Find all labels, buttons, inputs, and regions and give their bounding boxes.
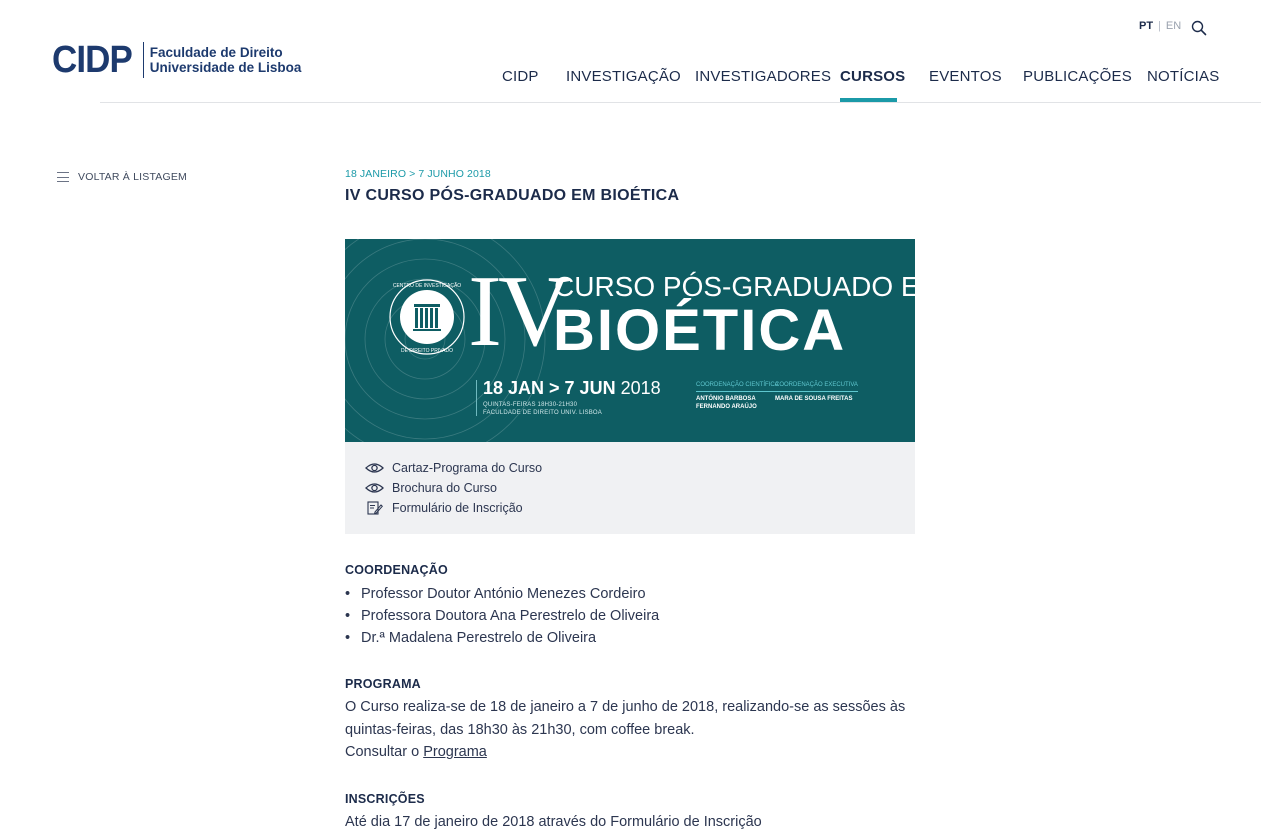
list-icon	[57, 172, 69, 182]
banner-coord-sci-val-1: ANTÓNIO BARBOSA	[696, 396, 756, 402]
site-header	[0, 0, 1261, 103]
course-header	[345, 168, 925, 205]
header-divider	[100, 102, 1261, 103]
inscricoes-text: Até dia 17 de janeiro de 2018 através do Formulário de Inscrição	[345, 814, 762, 830]
banner-coord-sci-label: COORDENAÇÃO CIENTÍFICA	[696, 381, 779, 392]
banner-divider	[476, 380, 477, 416]
section-programa	[345, 677, 925, 764]
site-logo[interactable]	[52, 40, 301, 80]
language-switcher	[1139, 20, 1181, 32]
back-to-list-label: VOLTAR À LISTAGEM	[78, 171, 188, 183]
doc-link-label: Formulário de Inscrição	[392, 501, 523, 515]
back-to-list-link[interactable]	[57, 171, 187, 183]
doc-link-brochura[interactable]	[365, 478, 915, 498]
logo-line-2: Universidade de Lisboa	[149, 60, 302, 75]
banner-coord-exec-val: MARA DE SOUSA FREITAS	[775, 396, 853, 402]
svg-text:CENTRO DE INVESTIGAÇÃO: CENTRO DE INVESTIGAÇÃO	[392, 283, 462, 289]
doc-link-label: Brochura do Curso	[392, 481, 497, 495]
banner-scientific-coordination	[696, 381, 779, 411]
banner-main-title: BIOÉTICA	[553, 298, 847, 363]
logo-line-1: Faculdade de Direito	[149, 45, 283, 60]
logo-divider	[143, 42, 144, 78]
programa-description: O Curso realiza-se de 18 de janeiro a 7 de junho de 2018, realizando-se as sessões às quintas-feiras, das 18h30 às 21h30, com coffee break.	[345, 699, 906, 738]
banner-coord-exec-label: COORDENAÇÃO EXECUTIVA	[775, 381, 858, 392]
section-heading: INSCRIÇÕES	[345, 792, 425, 806]
section-heading: COORDENAÇÃO	[345, 563, 448, 577]
edit-form-icon	[365, 501, 384, 515]
doc-link-formulario[interactable]	[365, 498, 915, 518]
doc-link-cartaz[interactable]	[365, 458, 915, 478]
cidp-emblem-icon	[388, 278, 466, 356]
lang-en[interactable]: EN	[1165, 20, 1182, 32]
banner-schedule	[483, 401, 602, 417]
search-icon[interactable]	[1191, 20, 1207, 36]
banner-dates	[483, 378, 661, 399]
course-title: IV CURSO PÓS-GRADUADO EM BIOÉTICA	[345, 187, 680, 204]
programa-link[interactable]: Programa	[423, 744, 487, 760]
lang-separator: |	[1158, 20, 1161, 32]
list-item: • Professor Doutor António Menezes Cordeiro	[345, 583, 935, 605]
nav-item-noticias[interactable]: NOTÍCIAS	[1147, 68, 1220, 85]
lang-pt[interactable]: PT	[1139, 20, 1154, 32]
banner-subtitle: CURSO PÓS-GRADUADO EM	[554, 271, 943, 302]
nav-item-investigadores[interactable]: INVESTIGADORES	[695, 68, 832, 85]
section-inscricoes	[345, 792, 935, 831]
course-date: 18 JANEIRO > 7 JUNHO 2018	[345, 168, 491, 180]
nav-item-cidp[interactable]: CIDP	[502, 68, 539, 85]
svg-text:DE DIREITO PRIVADO: DE DIREITO PRIVADO	[400, 348, 454, 354]
list-item: • Professora Doutora Ana Perestrelo de Oliveira	[345, 605, 935, 627]
section-coordenacao	[345, 563, 935, 649]
banner-roman-numeral: IV	[468, 255, 568, 368]
logo-text	[150, 45, 302, 75]
nav-item-cursos[interactable]: CURSOS	[840, 68, 906, 85]
eye-icon	[365, 481, 384, 495]
banner-coord-sci-val-2: FERNANDO ARAÚJO	[696, 404, 757, 410]
section-heading: PROGRAMA	[345, 677, 421, 691]
banner-executive-coordination	[775, 381, 858, 403]
nav-item-publicacoes[interactable]: PUBLICAÇÕES	[1023, 68, 1132, 85]
eye-icon	[365, 461, 384, 475]
coordinator-list	[345, 583, 935, 649]
nav-item-eventos[interactable]: EVENTOS	[929, 68, 1002, 85]
banner-schedule-line-2: FACULDADE DE DIREITO UNIV. LISBOA	[483, 410, 602, 416]
banner-schedule-line-1: QUINTAS-FEIRAS 18H30-21H30	[483, 402, 578, 408]
course-documents	[345, 442, 915, 534]
list-item: • Dr.ª Madalena Perestrelo de Oliveira	[345, 627, 935, 649]
banner-dates-year: 2018	[620, 378, 661, 398]
programa-text	[345, 696, 925, 764]
programa-consult-prefix: Consultar o	[345, 744, 424, 760]
doc-link-label: Cartaz-Programa do Curso	[392, 461, 543, 475]
logo-mark: CIDP	[52, 39, 132, 81]
banner-dates-range: 18 JAN > 7 JUN	[483, 378, 616, 398]
nav-item-investigacao[interactable]: INVESTIGAÇÃO	[566, 68, 681, 85]
